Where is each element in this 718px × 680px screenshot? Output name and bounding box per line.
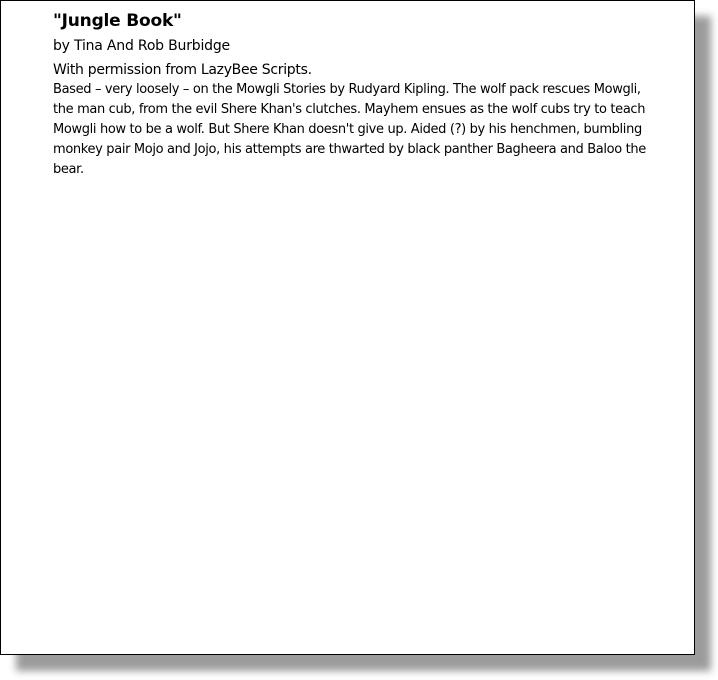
play-summary [53,9,663,180]
permission-note: With permission from LazyBee Scripts. [53,62,312,78]
author-byline: by Tina And Rob Burbidge [53,38,230,54]
play-description: Based – very loosely – on the Mowgli Stories by Rudyard Kipling. The wolf pack rescues Mowgli, the man cub, from the evil Shere Khan's clutches. Mayhem ensues as the wolf cubs try to teach Mowgli how to be a wolf. But Shere Khan doesn't give up. Aided (?) by his henchmen, bumbling monkey pair Mojo and Jojo, his attempts are thwarted by black panther Bagheera and Baloo the bear. [53,82,646,177]
play-title: "Jungle Book" [53,11,182,31]
